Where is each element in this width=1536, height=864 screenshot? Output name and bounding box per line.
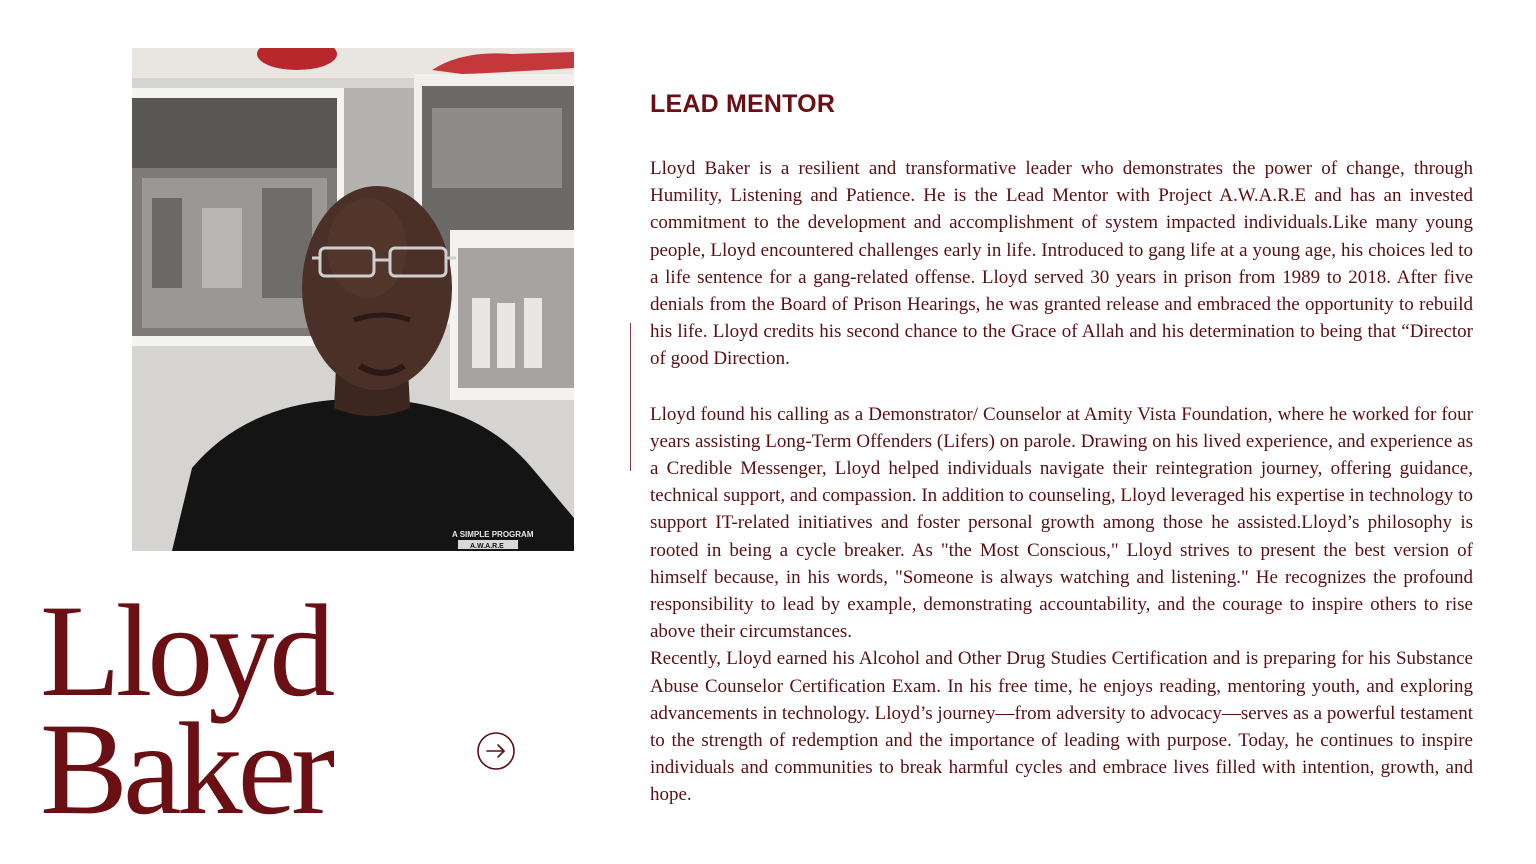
vertical-divider (630, 323, 631, 471)
bio-paragraph-1: Lloyd Baker is a resilient and transformative leader who demonstrates the power of change, through Humility, Listening and Patience. He is the Lead Mentor with Project A.W.A.R.E and has an invested commitment to the development and accomplishment of system impacted individuals.Like many young people, Lloyd encountered challenges early in life. Introduced to gang life at a young age, his choices led to a life sentence for a gang-related offense. Lloyd served 30 years in prison from 1989 to 2018. After five denials from the Board of Prison Hearings, he was granted release and embraced the opportunity to rebuild his life. Lloyd credits his second chance to the Grace of Allah and his determination to being that “Director of good Direction. (650, 158, 1473, 370)
last-name: Baker (40, 695, 331, 842)
shirt-logo-line2: A.W.A.R.E (470, 543, 504, 550)
role-heading: LEAD MENTOR (650, 90, 836, 118)
next-button[interactable] (476, 731, 516, 771)
bio-paragraph-3: Recently, Lloyd earned his Alcohol and Other Drug Studies Certification and is preparing for his Substance Abuse Counselor Certification Exam. In his free time, he enjoys reading, mentoring youth, and exploring advancements in technology. Lloyd’s journey—from adversity to advocacy—serves as a powerful testament to the strength of redemption and the importance of leading with purpose. Today, he continues to inspire individuals and communities to break harmful cycles and embrace lives filled with intention, growth, and hope. (650, 648, 1473, 806)
profile-photo (132, 48, 574, 551)
arrow-right-circle-icon (476, 731, 516, 771)
bio-paragraph-2: Lloyd found his calling as a Demonstrator/ Counselor at Amity Vista Foundation, where he worked for four years assisting Long-Term Offenders (Lifers) on parole. Drawing on his lived experience, and experience as a Credible Messenger, Lloyd helped individuals navigate their reintegration journey, offering guidance, technical support, and compassion. In addition to counseling, Lloyd leveraged his expertise in technology to support IT-related initiatives and foster personal growth among those he assisted.Lloyd’s philosophy is rooted in being a cycle breaker. As "the Most Conscious," Lloyd strives to present the best version of himself because, in his words, "Someone is always watching and listening." He recognizes the profound responsibility to lead by example, demonstrating accountability, and the courage to inspire others to rise above their circumstances. (650, 403, 1473, 643)
shirt-logo-line1: A SIMPLE PROGRAM (452, 530, 534, 539)
profile-name (40, 577, 460, 842)
first-name: Lloyd (40, 577, 331, 724)
bio-text (650, 155, 1473, 809)
